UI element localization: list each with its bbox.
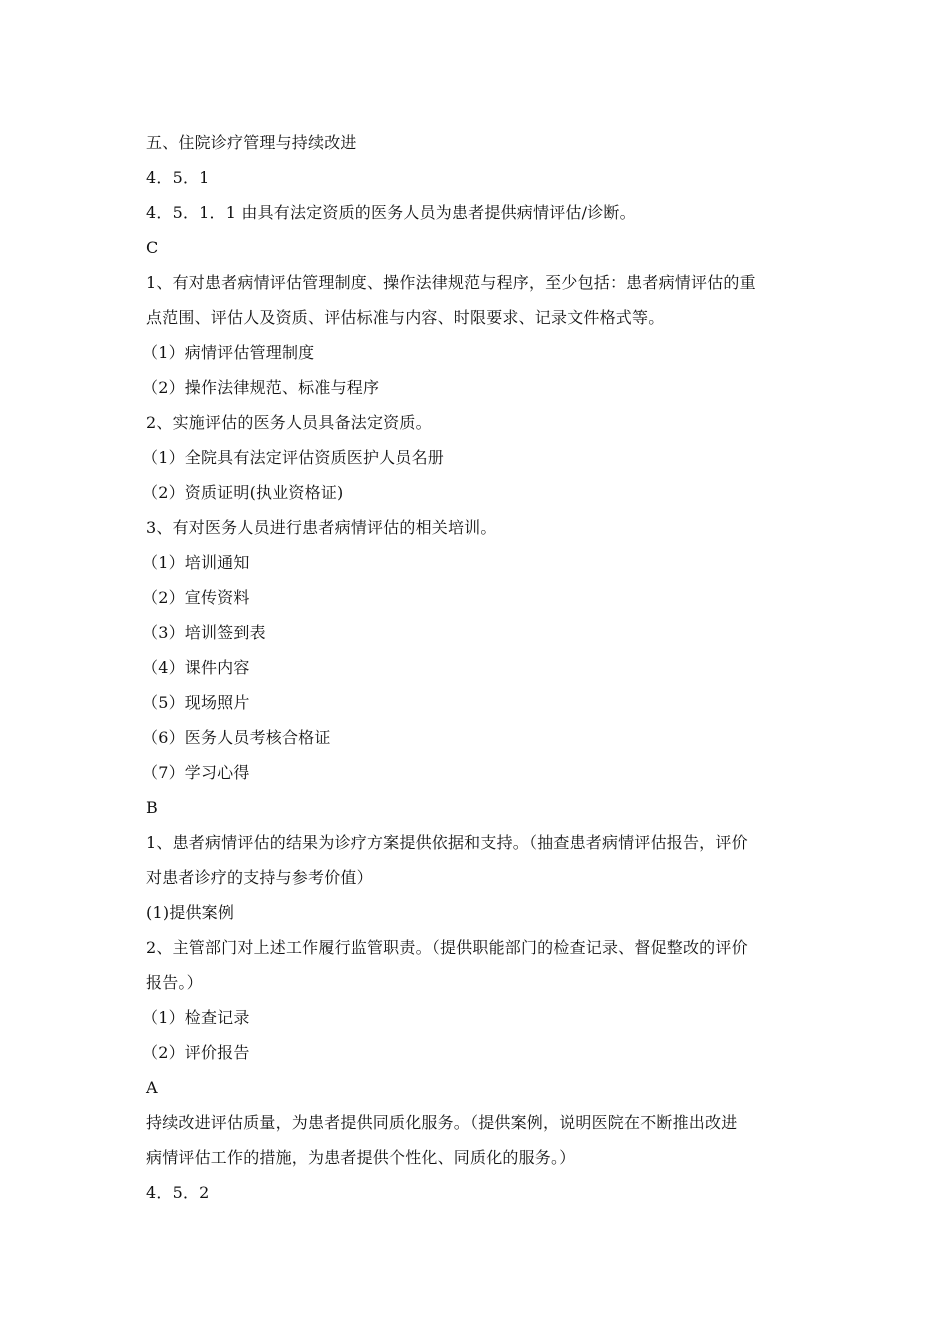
list-item: （2）资质证明(执业资格证) bbox=[142, 483, 344, 502]
clause-title: 4．5．1．1 由具有法定资质的医务人员为患者提供病情评估/诊断。 bbox=[146, 203, 636, 222]
list-item: （5）现场照片 bbox=[142, 693, 250, 712]
text-line: 持续改进评估质量，为患者提供同质化服务。（提供案例，说明医院在不断推出改进 bbox=[146, 1113, 738, 1132]
text-line: 病情评估工作的措施，为患者提供个性化、同质化的服务。） bbox=[146, 1148, 576, 1167]
text-line: 1、患者病情评估的结果为诊疗方案提供依据和支持。（抽查患者病情评估报告，评价 bbox=[146, 833, 748, 852]
list-item: （1）检查记录 bbox=[142, 1008, 250, 1027]
list-item: （1）病情评估管理制度 bbox=[142, 343, 315, 362]
text-line: 对患者诊疗的支持与参考价值） bbox=[146, 868, 373, 887]
list-item: （3）培训签到表 bbox=[142, 623, 266, 642]
text-line: 3、有对医务人员进行患者病情评估的相关培训。 bbox=[146, 518, 497, 537]
document-body bbox=[142, 125, 811, 1210]
clause-number: 4．5．2 bbox=[146, 1183, 210, 1202]
list-item: （2）操作法律规范、标准与程序 bbox=[142, 378, 380, 397]
text-line: 1、有对患者病情评估管理制度、操作法律规范与程序，至少包括：患者病情评估的重 bbox=[146, 273, 756, 292]
text-line: 报告。） bbox=[146, 973, 203, 992]
list-item: （1）培训通知 bbox=[142, 553, 250, 572]
clause-number: 4．5．1 bbox=[146, 168, 210, 187]
list-item: （6）医务人员考核合格证 bbox=[142, 728, 331, 747]
list-item: （2）宣传资料 bbox=[142, 588, 250, 607]
text-line: 2、实施评估的医务人员具备法定资质。 bbox=[146, 413, 432, 432]
grade-label-c: C bbox=[146, 238, 159, 257]
grade-label-b: B bbox=[146, 798, 158, 817]
list-item: （7）学习心得 bbox=[142, 763, 250, 782]
section-heading: 五、住院诊疗管理与持续改进 bbox=[146, 133, 357, 152]
text-line: 点范围、评估人及资质、评估标准与内容、时限要求、记录文件格式等。 bbox=[146, 308, 665, 327]
grade-label-a: A bbox=[146, 1078, 158, 1097]
list-item: （1）全院具有法定评估资质医护人员名册 bbox=[142, 448, 444, 467]
list-item: （2）评价报告 bbox=[142, 1043, 250, 1062]
list-item: (1)提供案例 bbox=[146, 903, 235, 922]
text-line: 2、主管部门对上述工作履行监管职责。（提供职能部门的检查记录、督促整改的评价 bbox=[146, 938, 748, 957]
list-item: （4）课件内容 bbox=[142, 658, 250, 677]
